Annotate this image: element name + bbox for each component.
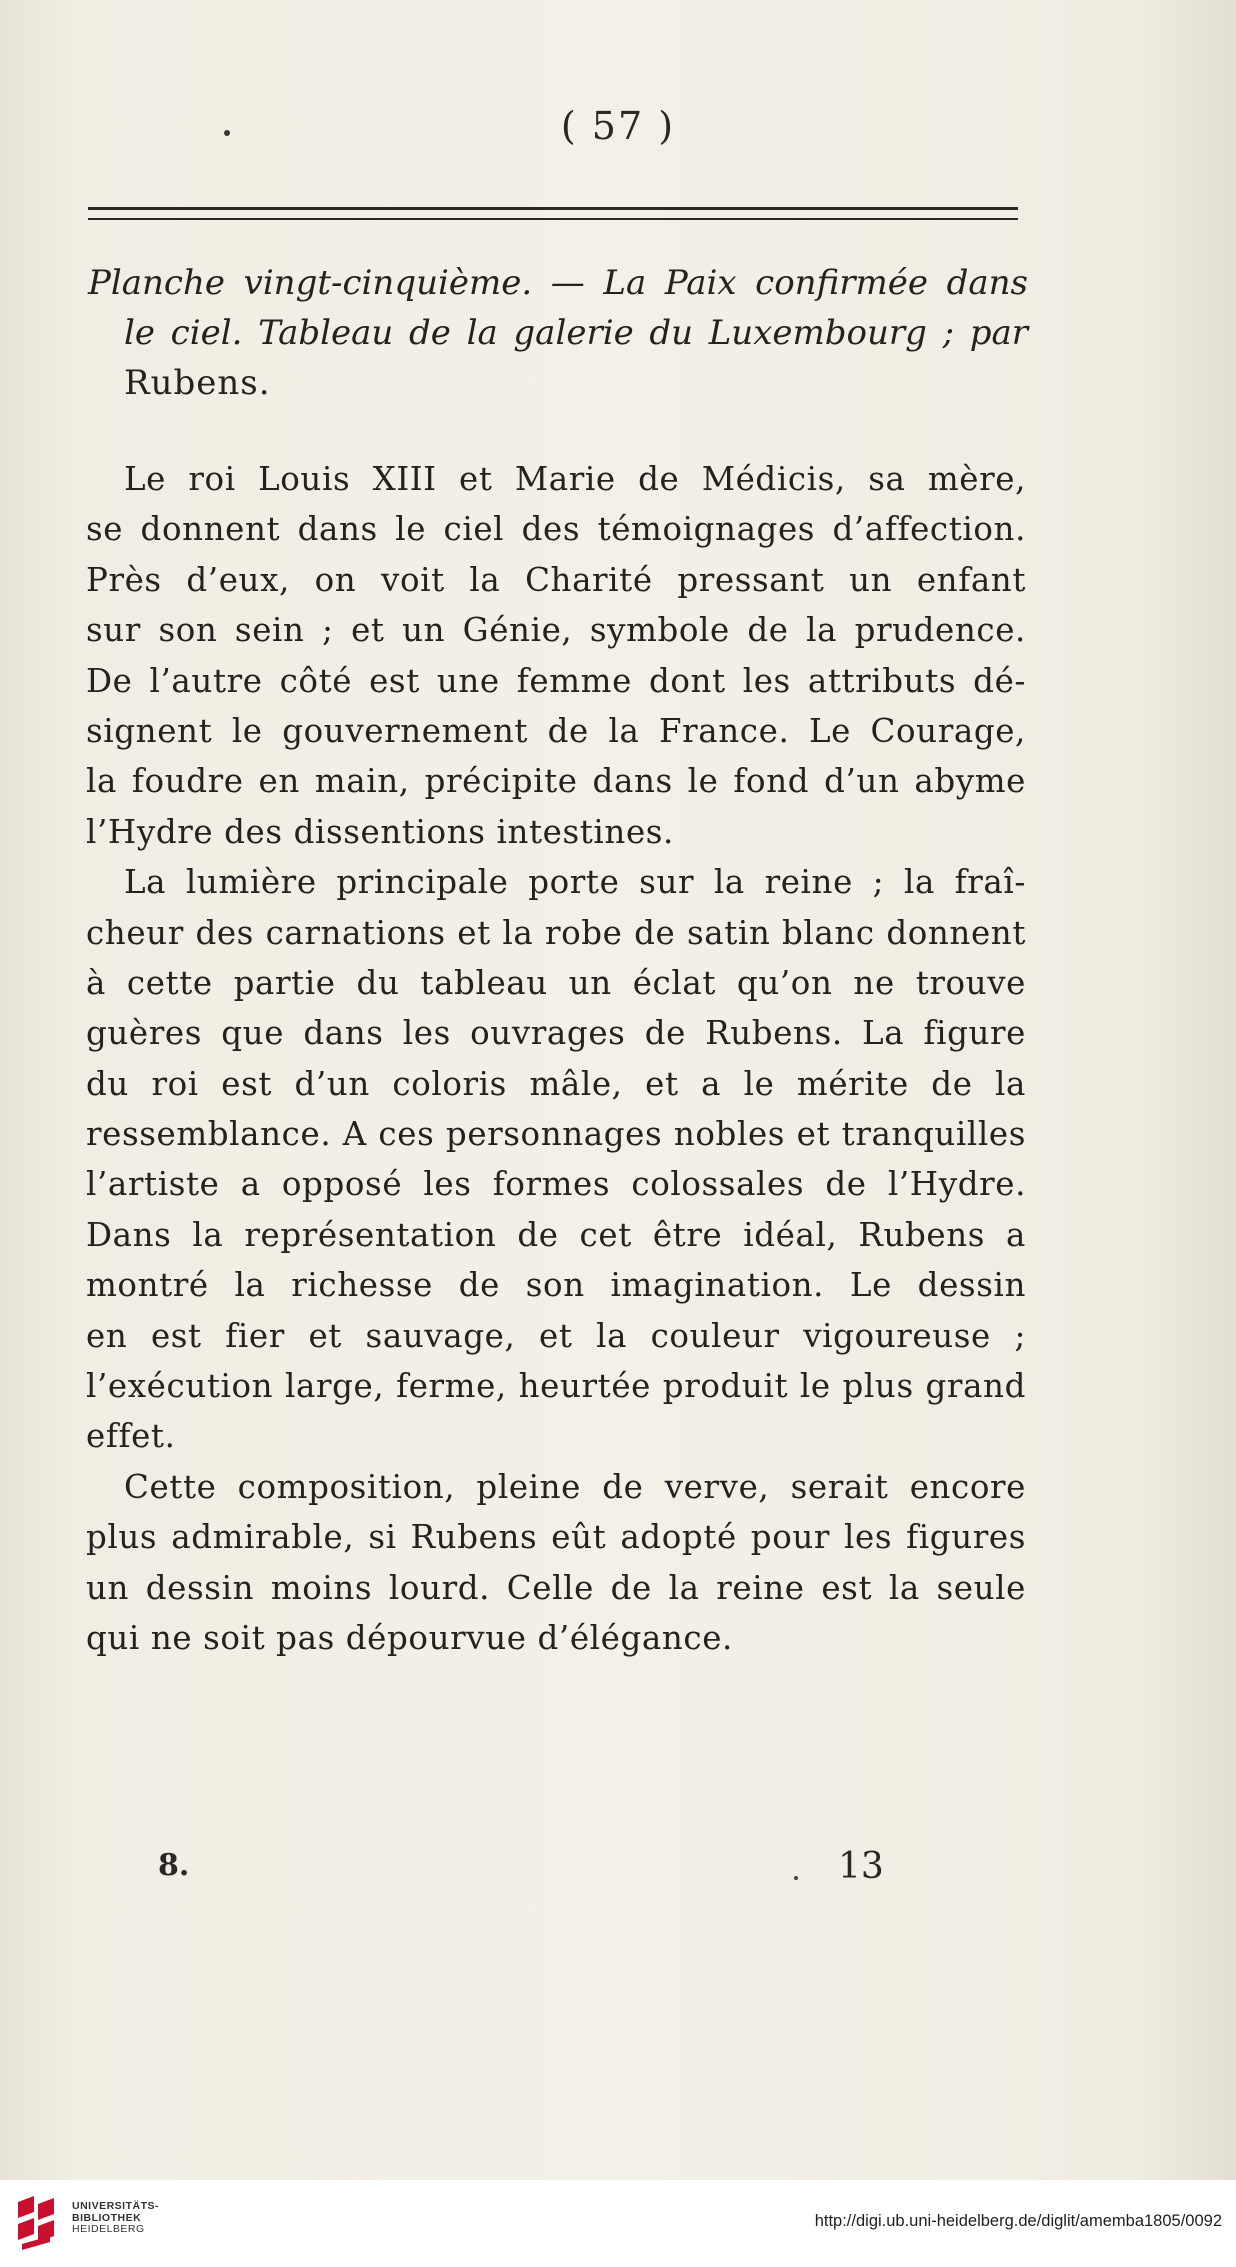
heidelberg-university-library-logo-icon bbox=[14, 2192, 60, 2254]
running-head-page-number: ( 57 ) bbox=[560, 104, 676, 148]
permalink-url[interactable]: http://digi.ub.uni-heidelberg.de/diglit/amemba1805/0092 bbox=[814, 2212, 1222, 2230]
text-line: sur son sein ; et un Génie, symbole de la prudence. bbox=[86, 611, 1026, 650]
text-line: à cette partie du tableau un éclat qu’on ne trouve bbox=[86, 963, 1026, 1002]
heading-line: le ciel. Tableau de la galerie du Luxembourg ; par bbox=[124, 313, 1028, 353]
text-line: Près d’eux, on voit la Charité pressant un enfant bbox=[86, 560, 1026, 599]
paragraph-3 bbox=[86, 1462, 1026, 1664]
header-rule-thick bbox=[88, 207, 1018, 210]
plate-heading bbox=[88, 258, 1028, 408]
text-line: du roi est d’un coloris mâle, et a le mérite de la bbox=[86, 1064, 1026, 1103]
institution-line: UNIVERSITÄTS- bbox=[72, 2200, 160, 2212]
text-line: cheur des carnations et la robe de satin blanc donnent bbox=[86, 913, 1026, 952]
text-line: se donnent dans le ciel des témoignages d’affection. bbox=[86, 510, 1026, 549]
paragraph-2 bbox=[86, 857, 1026, 1462]
text-line: guères que dans les ouvrages de Rubens. La figure bbox=[86, 1014, 1026, 1053]
text-line: l’artiste a opposé les formes colossales de l’Hydre. bbox=[86, 1165, 1026, 1204]
text-line: De l’autre côté est une femme dont les attributs dé- bbox=[86, 661, 1026, 700]
ink-speck bbox=[794, 1876, 798, 1880]
header-rule-thin bbox=[88, 218, 1018, 220]
text-line: en est fier et sauvage, et la couleur vigoureuse ; bbox=[86, 1316, 1026, 1355]
text-line: signent le gouvernement de la France. Le Courage, bbox=[86, 711, 1026, 750]
paragraph-1 bbox=[86, 454, 1026, 857]
text-line: Dans la représentation de cet être idéal, Rubens a bbox=[86, 1215, 1026, 1254]
institution-line: BIBLIOTHEK bbox=[72, 2211, 142, 2224]
institution-name bbox=[72, 2201, 159, 2236]
text-line: Le roi Louis XIII et Marie de Médicis, sa mère, bbox=[124, 460, 1026, 498]
text-line: ressemblance. A ces personnages nobles et tranquilles bbox=[86, 1115, 1026, 1154]
folio-number: 13 bbox=[838, 1846, 884, 1887]
heading-line: Planche vingt-cinquième. — La Paix confirmée dans bbox=[88, 263, 1028, 303]
text-line: La lumière principale porte sur la reine ; la fraî- bbox=[124, 863, 1026, 902]
text-line: l’Hydre des dissentions intestines. bbox=[86, 812, 674, 851]
digital-library-footer bbox=[0, 2180, 1236, 2267]
text-line: effet. bbox=[86, 1417, 176, 1456]
text-line: la foudre en main, précipite dans le fond d’un abyme bbox=[86, 762, 1026, 801]
text-line: qui ne soit pas dépourvue d’élégance. bbox=[86, 1618, 733, 1657]
text-line: Cette composition, pleine de verve, serait encore bbox=[124, 1467, 1026, 1506]
institution-line: HEIDELBERG bbox=[72, 2223, 145, 2235]
heading-line: Rubens. bbox=[124, 363, 271, 403]
signature-mark: 8. bbox=[158, 1848, 190, 1883]
text-line: un dessin moins lourd. Celle de la reine est la seule bbox=[86, 1568, 1026, 1607]
text-line: plus admirable, si Rubens eût adopté pour les figures bbox=[86, 1518, 1026, 1557]
text-line: montré la richesse de son imagination. Le dessin bbox=[86, 1266, 1026, 1305]
text-line: l’exécution large, ferme, heurtée produit le plus grand bbox=[86, 1367, 1026, 1406]
body-text bbox=[86, 454, 1026, 1663]
